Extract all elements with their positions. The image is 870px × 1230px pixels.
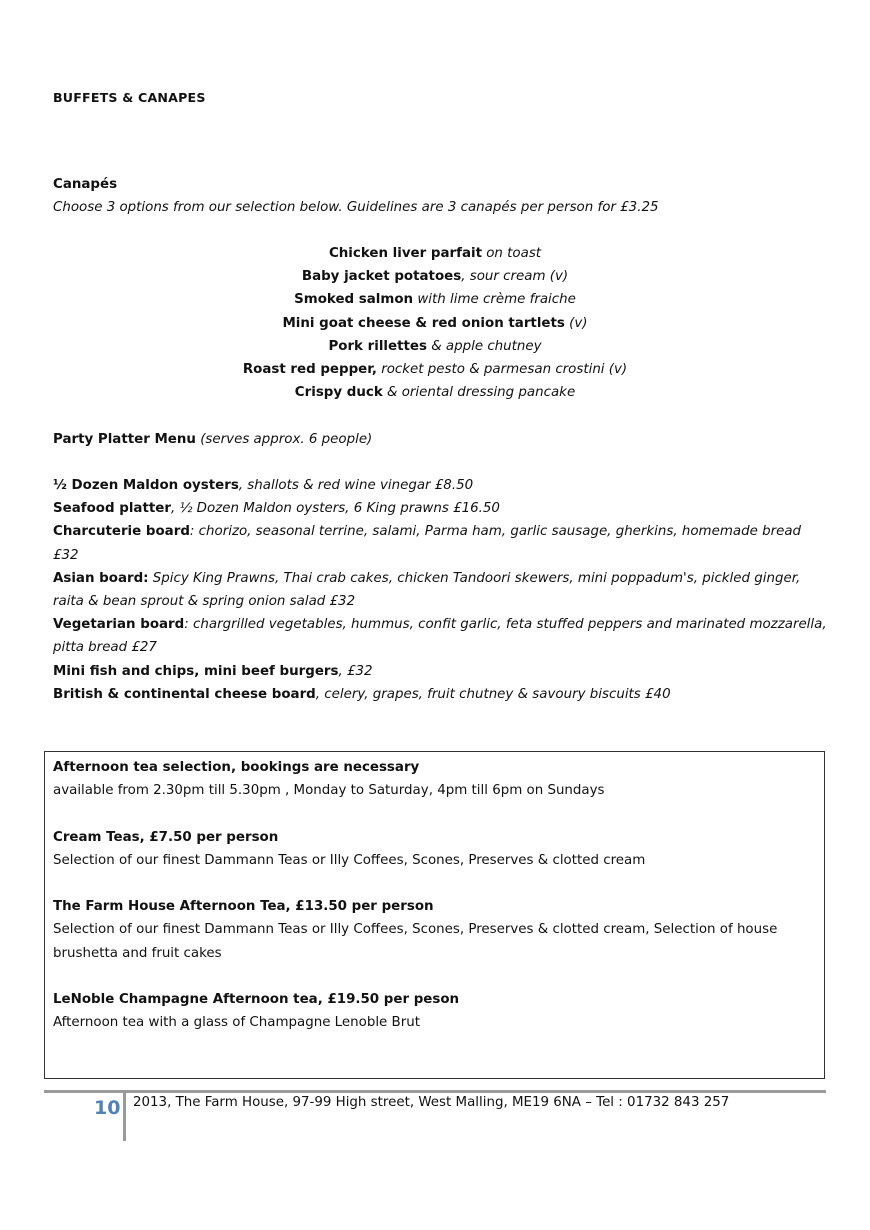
- afternoon-tea-availability: available from 2.30pm till 5.30pm , Monday to Saturday, 4pm till 6pm on Sundays: [53, 783, 605, 799]
- platter-item: [53, 660, 828, 683]
- platter-item-name: Asian board:: [53, 570, 149, 586]
- tea-option-desc: Selection of our finest Dammann Teas or Illy Coffees, Scones, Preserves & clotted cream: [53, 852, 646, 868]
- platter-item-name: British & continental cheese board: [53, 686, 316, 702]
- canape-item: [0, 242, 870, 265]
- platter-list: [53, 474, 828, 706]
- canape-item: [0, 381, 870, 404]
- platter-item: [53, 520, 828, 566]
- canape-detail: on toast: [481, 246, 542, 261]
- platter-note: (serves approx. 6 people): [195, 432, 373, 447]
- canape-detail: & apple chutney: [426, 338, 542, 354]
- canape-detail: rocket pesto & parmesan crostini (v): [376, 362, 628, 378]
- canape-name: Pork rillettes: [328, 338, 427, 354]
- platter-item: [53, 497, 828, 520]
- platter-item: [53, 474, 828, 497]
- platter-title: Party Platter Menu: [53, 432, 196, 447]
- tea-option-desc: Selection of our finest Dammann Teas or Illy Coffees, Scones, Preserves & clotted cream, Selection of house brushetta and fruit cakes: [53, 922, 778, 961]
- canapes-title: Canapés: [53, 177, 118, 192]
- platter-item-detail: , celery, grapes, fruit chutney & savoury biscuits £40: [315, 686, 671, 702]
- canape-item: [0, 265, 870, 288]
- platter-item: [53, 613, 828, 659]
- platter-item-detail: , £32: [338, 663, 373, 679]
- platter-item-name: ½ Dozen Maldon oysters: [53, 478, 239, 493]
- canapes-section: [53, 173, 843, 219]
- canape-name: Crispy duck: [294, 385, 383, 401]
- platter-item-name: Mini fish and chips, mini beef burgers: [53, 663, 339, 679]
- canape-detail: & oriental dressing pancake: [382, 385, 576, 401]
- platter-item: [53, 567, 828, 613]
- platter-item-name: Charcuterie board: [53, 524, 190, 540]
- tea-option-title: Cream Teas, £7.50 per person: [53, 829, 279, 845]
- platter-item-name: Vegetarian board: [53, 617, 185, 633]
- canape-name: Roast red pepper,: [242, 362, 377, 378]
- canape-item: [0, 288, 870, 311]
- platter-item: [53, 683, 828, 706]
- canapes-subtitle: Choose 3 options from our selection below. Guidelines are 3 canapés per person for £3.25: [53, 200, 659, 216]
- canape-name: Baby jacket potatoes: [301, 269, 462, 285]
- platter-item-detail: : chargrilled vegetables, hummus, confit garlic, feta stuffed peppers and marinated mozzarella, pitta bread £27: [53, 617, 827, 656]
- tea-option-desc: Afternoon tea with a glass of Champagne Lenoble Brut: [53, 1015, 420, 1031]
- canape-detail: (v): [564, 315, 588, 331]
- canape-name: Mini goat cheese & red onion tartlets: [282, 315, 565, 331]
- platter-item-detail: : chorizo, seasonal terrine, salami, Parma ham, garlic sausage, gherkins, homemade bread £32: [53, 524, 802, 563]
- canape-detail: with lime crème fraiche: [413, 292, 576, 308]
- platter-heading: [53, 428, 843, 451]
- afternoon-tea-content: [53, 756, 813, 1034]
- canape-item: [0, 358, 870, 381]
- footer-vertical-divider: [123, 1093, 126, 1141]
- platter-item-detail: , shallots & red wine vinegar £8.50: [238, 478, 474, 493]
- tea-option-title: The Farm House Afternoon Tea, £13.50 per person: [53, 899, 434, 915]
- canape-item: [0, 312, 870, 335]
- tea-option-title: LeNoble Champagne Afternoon tea, £19.50 per peson: [53, 991, 460, 1007]
- canape-item: [0, 335, 870, 358]
- footer-divider: [44, 1090, 826, 1093]
- canape-name: Chicken liver parfait: [328, 246, 482, 261]
- afternoon-tea-box: [44, 751, 825, 1079]
- platter-item-detail: Spicy King Prawns, Thai crab cakes, chicken Tandoori skewers, mini poppadum's, pickled ginger, raita & bean sprout & spring onion salad £32: [53, 570, 801, 610]
- canapes-list: [0, 242, 870, 404]
- platter-item-detail: , ½ Dozen Maldon oysters, 6 King prawns £16.50: [170, 501, 500, 517]
- canape-name: Smoked salmon: [294, 292, 414, 308]
- canape-detail: , sour cream (v): [461, 269, 569, 285]
- afternoon-tea-title: Afternoon tea selection, bookings are necessary: [53, 760, 420, 775]
- platter-item-name: Seafood platter: [53, 501, 171, 517]
- page-heading: BUFFETS & CANAPES: [53, 90, 206, 105]
- footer-address: 2013, The Farm House, 97-99 High street, West Malling, ME19 6NA – Tel : 01732 843 257: [133, 1095, 730, 1110]
- page-number: 10: [94, 1097, 121, 1119]
